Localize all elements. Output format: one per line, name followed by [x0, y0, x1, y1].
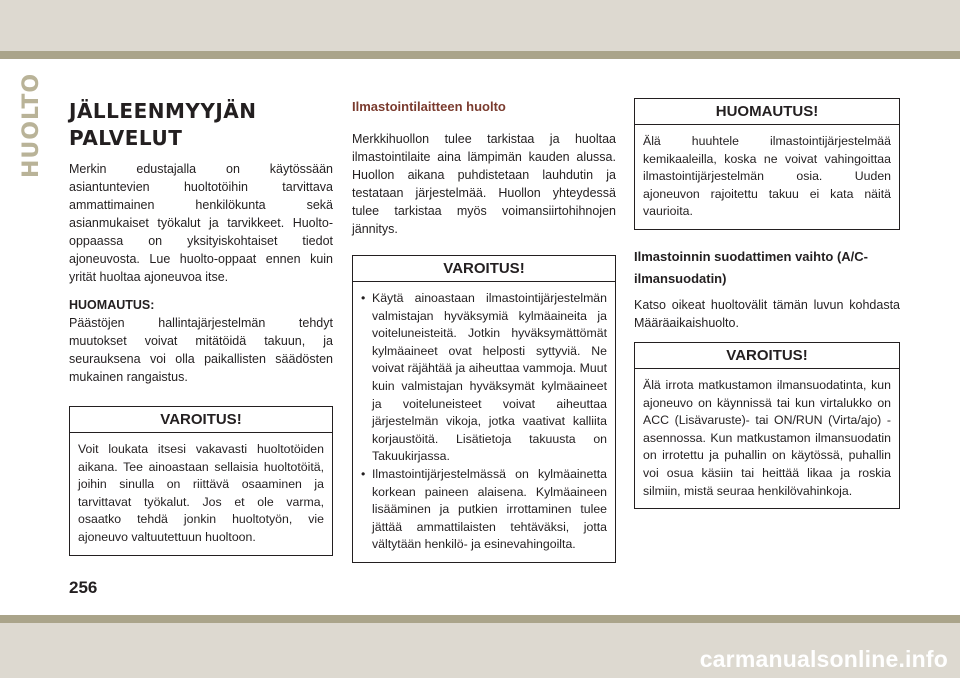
- filter-change-paragraph: Katso oikeat huoltovälit tämän luvun kohdasta Määräaikaishuolto.: [634, 297, 900, 330]
- intro-paragraph: Merkin edustajalla on käytössään asiantuntevien huoltotöihin tarvittava ammattimainen henkilökunta sekä asianmukaiset työkalut ja tarvikkeet. Huolto-oppaassa on yksityiskohtaiset tiedot ajoneuvosta. Lue huolto-oppaat ennen kuin yrität huoltaa ajoneuvoa itse.: [69, 162, 333, 284]
- warning-title: VAROITUS!: [353, 256, 615, 282]
- ac-service-paragraph: Merkkihuollon tulee tarkistaa ja huoltaa ilmastointilaite aina lämpimän kauden alussa. Huollon aikana puhdistetaan lauhdutin ja testataan järjestelmää. Huollon yhteydessä tulee tarkistaa myös voimansiirtohihnojen jännitys.: [352, 132, 616, 236]
- warning-text: Voit loukata itsesi vakavasti huoltotöiden aikana. Tee ainoastaan sellaisia huoltotöitä, joihin sinulla on riittävä osaaminen ja tarvittavat työkalut. Jos et ole varma, osaatko tehdä jonkin huoltotyön, vie ajoneuvo valtuutettuun huoltoon.: [78, 442, 324, 544]
- warning-text: Älä irrota matkustamon ilmansuodatinta, kun ajoneuvo on käynnissä tai kun virtalukko on ACC (Lisävaruste)- tai ON/RUN (Virta/ajo) -asennossa. Kun matkustamon ilmansuodatin on irrotettu ja puhallin on käytössä, puhallin voi osua käsiin tai heittää likaa ja roskia silmiin, mistä seuraa henkilövahinkoja.: [643, 377, 891, 498]
- warning-box-refrigerant: [352, 255, 616, 563]
- warning-title: VAROITUS!: [70, 407, 332, 433]
- footer-rule: [0, 615, 960, 623]
- warning-list-item: • Ilmastointijärjestelmässä on kylmäainetta korkean paineen alaisena. Kylmäaineen lisääminen ja putkien irrottaminen tulee jättää ammattilaisten tehtäväksi, jotta vältytään henkilö- ja esinevahingoilta.: [361, 466, 607, 554]
- watermark: carmanualsonline.info: [699, 646, 948, 672]
- note-paragraph: Päästöjen hallintajärjestelmän tehdyt muutokset voivat mitätöidä takuun, ja seurauksena voi olla paikallisten säädösten mukainen rangaistus.: [69, 316, 333, 384]
- note-heading: HUOMAUTUS:: [69, 298, 155, 312]
- column-middle: [352, 98, 616, 563]
- column-left: [69, 98, 333, 556]
- header-band: [0, 0, 960, 51]
- filter-change-heading: Ilmastoinnin suodattimen vaihto (A/C-ilmansuodatin): [634, 248, 869, 286]
- warning-box-service: [69, 406, 333, 556]
- warning-list-item: • Käytä ainoastaan ilmastointijärjestelmän valmistajan hyväksymiä kylmäaineita ja voiteluneisteitä. Jotkin hyväksymättömät kylmäaineet ovat helposti syttyviä. Ne voivat räjähtää ja aiheuttaa vammoja. Muut kuin valmistajan hyväksymät kylmäaineet ja voiteluneisteet voivat aiheuttaa järjestelmän vikoja, jotka vaativat kalliita korjaustöitä. Lisätietoja takuusta on Takuukirjassa.: [361, 290, 607, 466]
- notice-text: Älä huuhtele ilmastointijärjestelmää kemikaaleilla, koska ne voivat vahingoittaa ilmastointijärjestelmän osia. Uuden ajoneuvon rajoitettu takuu ei kata näitä vaurioita.: [643, 134, 891, 219]
- column-right: [634, 98, 900, 509]
- ac-service-heading: Ilmastointilaitteen huolto: [352, 99, 506, 114]
- section-title: JÄLLEENMYYJÄN PALVELUT: [69, 99, 257, 150]
- section-tab-huolto: HUOLTO: [19, 72, 44, 178]
- warning-box-filter: [634, 342, 900, 509]
- page-number: 256: [69, 578, 98, 597]
- warning-title: VAROITUS!: [635, 343, 899, 369]
- warning-list: [361, 290, 607, 554]
- header-rule: [0, 51, 960, 59]
- notice-box-chemicals: [634, 98, 900, 230]
- notice-title: HUOMAUTUS!: [635, 99, 899, 125]
